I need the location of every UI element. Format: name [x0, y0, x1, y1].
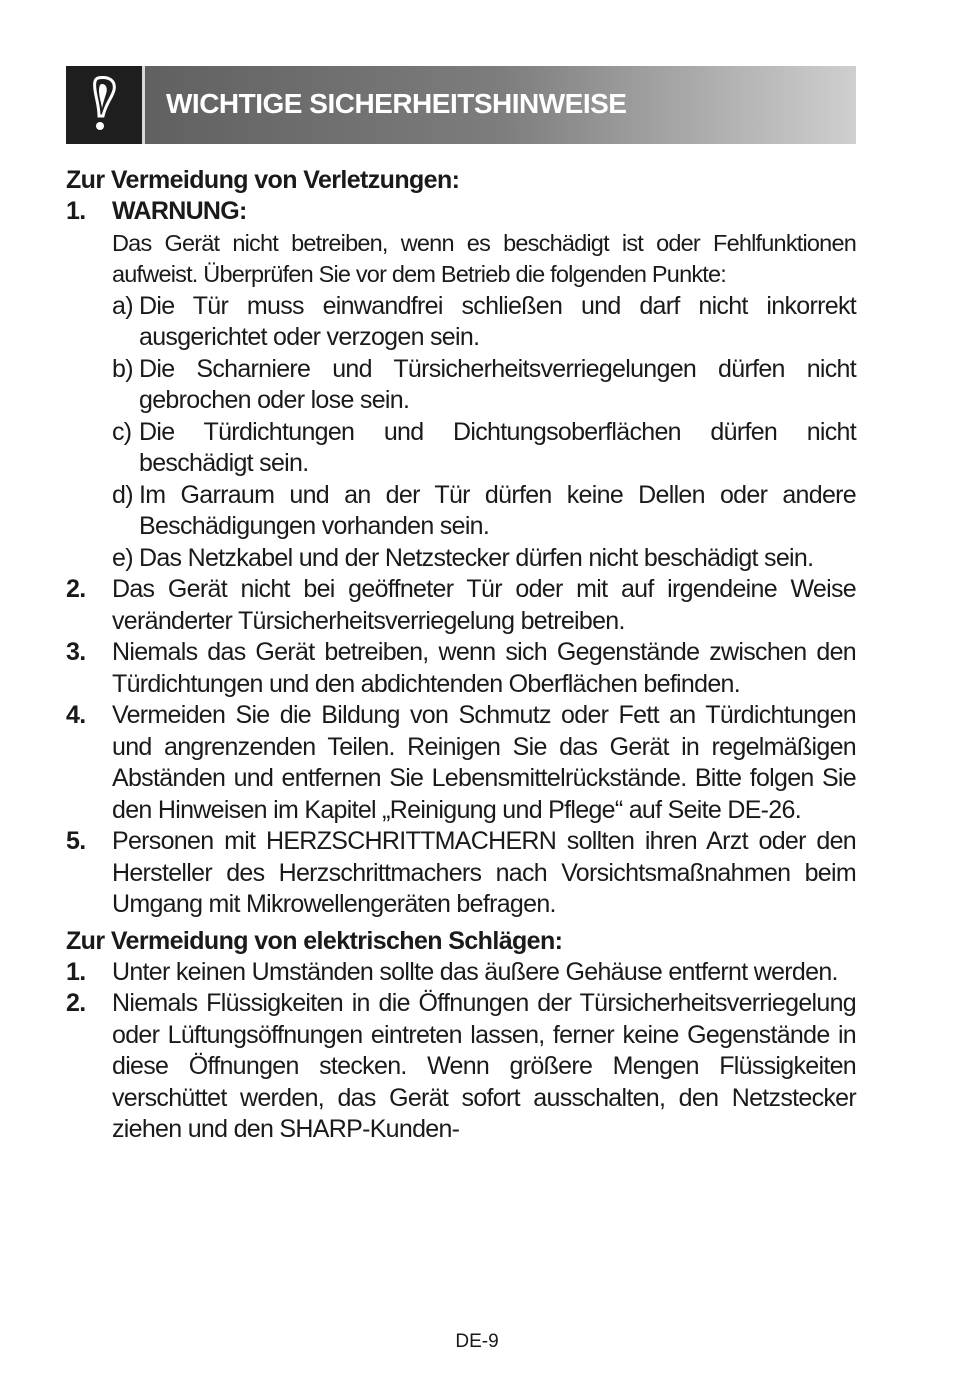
exclamation-icon — [86, 76, 122, 134]
list-item — [66, 988, 856, 1146]
list-item — [66, 957, 856, 989]
item-text: Personen mit HERZSCHRITTMACHERN sollten ihren Arzt oder den Hersteller des Herzschrittmachers nach Vorsichtsmaßnahmen beim Umgang mit Mikrowellengeräten befragen. — [112, 827, 856, 918]
sub-item — [112, 543, 856, 575]
sub-item-text: Im Garraum und an der Tür dürfen keine Dellen oder andere Beschädigungen vorhanden sein. — [139, 480, 856, 540]
item-number: 2. — [66, 575, 86, 603]
sub-item-letter: e) — [112, 543, 133, 572]
item-text: Niemals das Gerät betreiben, wenn sich Gegenstände zwischen den Türdichtungen und den abdichtenden Oberflächen befinden. — [112, 638, 856, 698]
sub-item-text: Die Türdichtungen und Dichtungsoberflächen dürfen nicht beschädigt sein. — [139, 417, 856, 477]
warning-icon-box — [66, 66, 145, 144]
list-item — [66, 700, 856, 826]
item-number: 1. — [66, 957, 86, 986]
page-title: WICHTIGE SICHERHEITSHINWEISE — [166, 88, 627, 119]
section-header-banner — [66, 66, 856, 144]
sub-item-letter: a) — [112, 291, 133, 320]
sub-item-text: Die Tür muss einwandfrei schließen und darf nicht inkorrekt ausgerichtet oder verzogen sein. — [139, 291, 856, 351]
section-title-electric-shock: Zur Vermeidung von elektrischen Schlägen: — [66, 926, 563, 955]
item-number: 2. — [66, 989, 86, 1017]
main-content — [66, 160, 856, 1146]
sub-item-text: Die Scharniere und Türsicherheitsverriegelungen dürfen nicht gebrochen oder lose sein. — [139, 354, 856, 414]
item-number: 4. — [66, 701, 86, 729]
item-text: Niemals Flüssigkeiten in die Öffnungen der Türsicherheitsverriegelung oder Lüftungsöffnungen eintreten lassen, ferner keine Gegenstände in diese Öffnungen stecken. Wenn größere Mengen Flüssigkeiten verschüttet werden, das Gerät sofort ausschalten, den Netzstecker ziehen und den SHARP-Kunden- — [112, 989, 856, 1143]
list-item — [66, 196, 856, 574]
list-item — [66, 826, 856, 921]
sub-item — [112, 354, 856, 417]
sub-item-letter: d) — [112, 480, 133, 509]
warning-intro: Das Gerät nicht betreiben, wenn es beschädigt ist oder Fehlfunktionen aufweist. Überprüfen Sie vor dem Betrieb die folgenden Punkte: — [112, 229, 856, 287]
sub-item-letter: c) — [112, 417, 132, 446]
item-text: Unter keinen Umständen sollte das äußere Gehäuse entfernt werden. — [112, 957, 838, 986]
page-number: DE-9 — [455, 1331, 499, 1352]
sub-item — [112, 417, 856, 480]
item-number: 5. — [66, 827, 86, 855]
warning-heading: WARNUNG: — [112, 197, 247, 225]
item-number: 1. — [66, 197, 86, 225]
sub-item — [112, 291, 856, 354]
sub-item-letter: b) — [112, 354, 133, 383]
sub-item — [112, 480, 856, 543]
item-text: Vermeiden Sie die Bildung von Schmutz oder Fett an Türdichtungen und angrenzenden Teilen. Reinigen Sie das Gerät in regelmäßigen Abständen und entfernen Sie Lebensmittelrückstände. Bitte folgen Sie den Hinweisen im Kapitel „Reinigung und Pflege“ auf Seite DE-26. — [112, 701, 856, 824]
list-item — [66, 574, 856, 637]
section-title-injuries: Zur Vermeidung von Verletzungen: — [66, 166, 460, 194]
item-number: 3. — [66, 638, 86, 666]
sub-item-text: Das Netzkabel und der Netzstecker dürfen nicht beschädigt sein. — [139, 543, 814, 572]
list-item — [66, 637, 856, 700]
item-text: Das Gerät nicht bei geöffneter Tür oder mit auf irgendeine Weise veränderter Türsicherheitsverriegelung betreiben. — [112, 575, 856, 635]
